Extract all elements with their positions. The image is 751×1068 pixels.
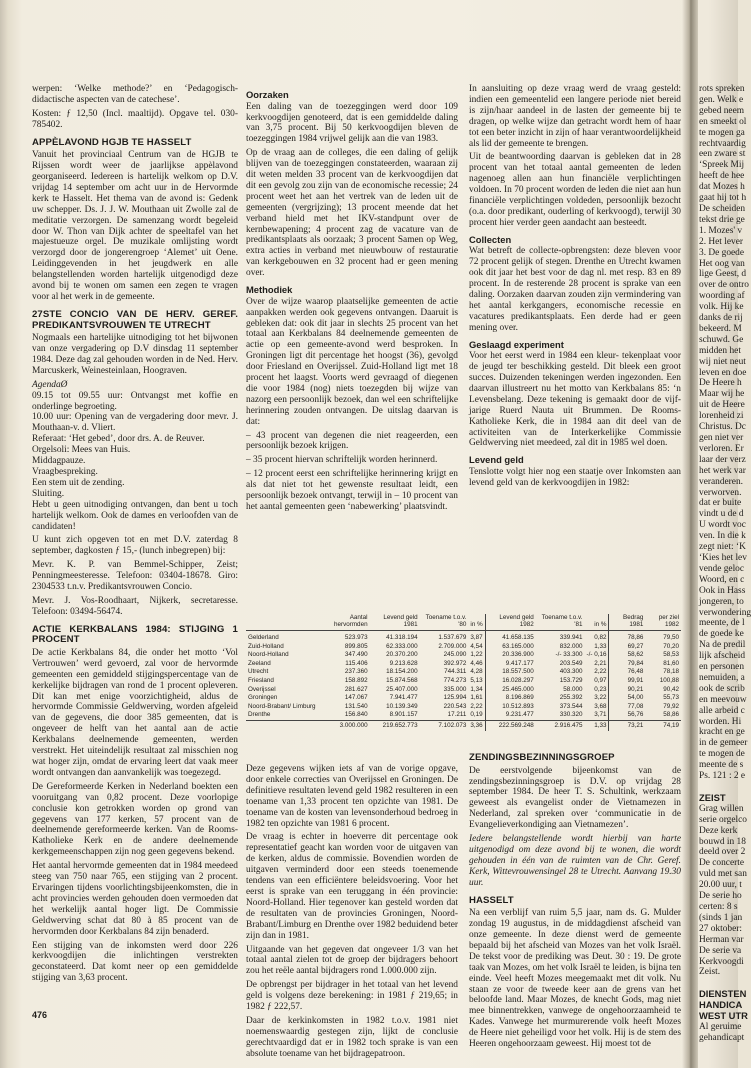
cropped-text-line: 20.00 uur, t	[699, 880, 742, 891]
cropped-text-line: Het oog van	[699, 258, 745, 269]
table-total-row	[246, 720, 681, 730]
cropped-text-line: De scheiden	[699, 203, 746, 214]
cropped-text-line: Zeist.	[699, 967, 721, 978]
cropped-text-line: 2. Het lever	[699, 236, 743, 247]
methodiek-paragraph: Over de wijze waarop plaatselijke gemeenten de actie aanpakken werden ook gegevens ontvangen. Daaruit is gebleken dat: ook dit jaar in slechts 25 procent van het totaal aan Kerkbalans 84 deelnemende gemeenten de actie op een gemeente-avond werd besproken. In Groningen ligt dit percentage het hoogst (36), gevolgd door Friesland en Overijssel. Zuid-Holland ligt met 18 procent het laagst. Voorts werd gevraagd of diegenen die voor 1984 (nog) niets toezegden bij wijze van nazorg een persoonlijk bezoek, dan wel een schriftelijke herinnering zouden ontvangen. De uitslag daarvan is dat:	[246, 296, 458, 427]
table-cell: 339.941	[559, 634, 583, 641]
cropped-text-line: ook de scrib	[699, 683, 745, 694]
cropped-text-line: vuld met san	[699, 869, 747, 880]
column-2-lower	[246, 764, 458, 1059]
cropped-text-line: Herman var	[699, 934, 744, 945]
table-cell: 330.320	[559, 711, 583, 719]
catechese-intro: werpen: ‘Welke methode?’ en ‘Pedagogisch-didactische aspecten van de catechese’.	[32, 84, 238, 105]
agenda-item: Een stem uit de zending.	[32, 477, 125, 488]
table-cell: 25.465.000	[485, 686, 536, 695]
cropped-text-line: bekeerd. M	[699, 323, 742, 334]
cropped-text-line: dat er buite	[699, 498, 742, 509]
experiment-paragraph: Voor het eerst werd in 1984 een kleur- tekenplaat voor de jeugd ter beschikking gesteld. Dit bleek een groot succes. Duizenden tekeningen werden ingezonden. Een daarvan illustreert nu het motto van Kerkbalans 85: ‘n Levensbelang. Deze tekening is gemaakt door de vijf-jarige Ruerd Nauta uit Brummen. De Rooms-Katholieke Kerk, die in 1984 aan dit deel van de activiteiten van de Interkerkelijke Commissie Geldwerving niet meedeed, zal dit in 1985 wel doen.	[469, 351, 681, 449]
table-cell: 4,54	[470, 642, 483, 650]
table-cell: 899.805	[344, 642, 368, 650]
table-cell: 744.311	[444, 668, 467, 676]
actie-paragraph: De actie Kerkbalans 84, die onder het motto ‘Vol Vertrouwen’ werd gevoerd, zal voor de hervormde gemeenten een gemiddeld stijgingspercentage van de kerkelijke bijdragen van rond de 1 procent opleveren. Dit kan met enige voorzichtigheid, aldus de hervormde Commissie Geldwerving, worden afgeleid van de gegevens, die door 385 gemeenten, dat is ongeveer de helft van het aantal aan de actie Kerkbalans deelnemende gemeenten, werden verstrekt. Het uiteindelijk resultaat zal misschien nog wat hoger zijn, omdat de ervaring leert dat vaak meer wordt ontvangen dan aanvankelijk was toegezegd.	[32, 647, 238, 778]
table-cell: 25.407.000	[386, 685, 418, 693]
column2-paragraph: De opbrengst per bijdrager in het totaal van het levend geld is volgens deze berekening: in 1981 ƒ 219,65; in 1982 ƒ 222,57.	[246, 980, 458, 1013]
table-row	[246, 686, 681, 695]
table-row	[246, 703, 681, 712]
cropped-text-line: en personen	[699, 662, 745, 673]
table-cell: 41.318.194	[386, 634, 418, 641]
methodiek-item: – 43 procent van degenen die niet reageerden, een persoonlijk bezoek krijgen.	[246, 430, 458, 452]
cropped-text-line: gen. Welk e	[699, 94, 744, 105]
cropped-text-line: bouwd in 18	[699, 836, 746, 847]
table-cell: 403.300	[559, 668, 583, 676]
cropped-text-line: te mogen ga	[699, 127, 745, 138]
cropped-text-line: De concerte	[699, 858, 745, 869]
cropped-text-line: danks de rij	[699, 313, 743, 324]
table-body	[246, 631, 681, 731]
table-cell: 2,22	[470, 702, 483, 710]
table-cell: Utrecht	[248, 668, 269, 676]
cropped-text-line: en meevouw	[699, 694, 747, 705]
table-cell: 17.211	[447, 711, 467, 719]
table-cell: 245.090	[443, 651, 467, 659]
table-cell: 41.658.135	[485, 631, 536, 643]
cropped-text-line: Ps. 121 : 2 e	[699, 771, 746, 782]
heading-experiment: Geslaagd experiment	[469, 338, 564, 350]
column3-paragraph: Uit de beantwoording daarvan is gebleken dat in 28 procent van het totaal aantal gemeenten de leden nagenoeg allen aan hun financiële verplichtingen voldoen. In 70 procent worden de leden die niet aan hun financiële verplichtingen voldeden, persoonlijk bezocht (o.a. door predikant, ouderling of kerkvoogd), terwijl 30 procent hier verder geen aandacht aan besteedt.	[469, 152, 681, 228]
cropped-text-line: woording af	[699, 291, 745, 302]
cropped-text-line: veranderen.	[699, 476, 743, 487]
table-cell: 158.892	[344, 676, 368, 684]
cropped-text-line: gehandicapt	[699, 1032, 745, 1043]
cropped-text-line: uit de Heere	[699, 400, 745, 411]
cropped-text-line: Na de predil	[699, 640, 746, 651]
table-cell: 0,97	[594, 676, 607, 684]
column2-paragraph: Deze gegevens wijken iets af van de vorige opgave, door enkele correcties van Overijssel en Groningen. De definitieve resultaten levend geld 1982 resulteren in een toename van 1,33 procent ten opzichte van 1981. De toename van de kosten van levensonderhoud bedroeg in 1982 ten opzichte van 1981 6 procent.	[246, 764, 458, 829]
appelavond-body: Vanuit het provinciaal Centrum van de HGJB te Rijssen wordt weer de jaarlijkse appèlavond georganiseerd. Iedereen is hartelijk welkom op D.V. vrijdag 14 september om acht uur in de Hervormde kerk te Hasselt. Het thema van de avond is: Gedenk uw schepper. Ds. J. J. W. Mouthaan uit Zwolle zal de meditatie verzorgen. De samenzang wordt begeleid door W. Thon van Dijk achter de speeltafel van het majestueuze orgel. De muzikale omlijsting wordt verzorgd door de jongerengroep ‘Alemet’ uit Oene. Leidinggevenden in het jeugdwerk en alle belangstellenden worden hartelijk uitgenodigd deze avond bij te wonen om samen een zegen te vragen voor al het werk in de gemeente.	[32, 150, 238, 302]
cropped-text-line: rechtvaardig	[699, 138, 746, 149]
page-number: 476	[32, 1010, 48, 1020]
cropped-text-line: Al geruime	[699, 1021, 742, 1032]
table-cell: 9.231.477	[485, 711, 536, 720]
cropped-text-line: Grag willen	[699, 803, 744, 814]
column-2	[246, 84, 458, 512]
column-3-lower	[469, 746, 681, 1050]
table-cell: 3,22	[594, 694, 607, 702]
table-cell: 335.000	[443, 685, 467, 693]
methodiek-item: – 35 procent hiervan schriftelijk worden herinnerd.	[246, 455, 438, 466]
table-cell: 3.000.000	[318, 720, 370, 730]
cropped-text-line: wij niet neut	[699, 356, 746, 367]
table-cell: 237.360	[344, 668, 368, 676]
table-cell: 1,33	[585, 720, 609, 730]
actie-paragraph: Een stijging van de inkomsten werd door 226 kerkvoogdijen die inlichtingen verstrekten geconstateerd. Dat komt neer op een gemiddelde stijging van 3,63 procent.	[32, 940, 238, 984]
cropped-text-line: (sinds 1 jan	[699, 912, 743, 923]
concio-contact: Mevr. J. Vos-Roodhaart, Nijkerk, secretaresse. Telefoon: 03494-56474.	[32, 595, 238, 617]
heading-levend-geld: Levend geld	[469, 454, 524, 466]
agenda-item: Vraagbespreking.	[32, 466, 98, 477]
table-cell: 69,27	[609, 643, 645, 652]
table-cell: 16.028.297	[485, 677, 536, 686]
table-cell: 20.336.900	[485, 651, 536, 660]
heading-oorzaken: Oorzaken	[246, 89, 289, 100]
table-cell: 90,21	[609, 686, 645, 695]
oorzaken-paragraph: Een daling van de toezeggingen werd door 109 kerkvoogdijen genoteerd, dat is een gemiddelde daling van 3,75 procent. Bij 50 kerkvoogdijen bleven de toezeggingen 1984 vrijwel gelijk aan die van 1983.	[246, 101, 458, 145]
cropped-text-line: verwondering	[699, 607, 751, 618]
agenda-item: Orgelsoli: Mees van Huis.	[32, 445, 131, 456]
table-cell: 56,76	[609, 711, 645, 720]
table-cell: 1,34	[470, 685, 483, 693]
table-header: in %	[585, 614, 609, 631]
levend-geld-table	[246, 614, 681, 758]
heading-appelavond: APPÈLAVOND HGJB TE HASSELT	[32, 136, 192, 148]
table-cell: Groningen	[248, 694, 278, 702]
table-cell: Drenthe	[248, 711, 271, 719]
cropped-text-line: WEST UTR	[699, 1010, 748, 1022]
table-cell: 2.709.000	[438, 642, 467, 650]
cropped-text-line: Deze kerk	[699, 825, 738, 836]
zending-invite: Iedere belangstellende wordt hierbij van harte uitgenodigd om deze avond bij te wonen, die wordt gehouden in één van de ruimten van de Chr. Geref. Kerk, Wittevrouwensingel 28 te Utrecht. Aanvang 19.30 uur.	[469, 834, 681, 888]
table-cell: 1.537.679	[438, 634, 467, 641]
cropped-text-line: heeft de hee	[699, 171, 745, 182]
table-row	[246, 660, 681, 669]
table-cell: 2.916.475	[536, 720, 585, 730]
table-header-row	[246, 614, 681, 631]
table-cell: 2,22	[594, 668, 607, 676]
table-cell: 99,91	[609, 677, 645, 686]
cropped-text-line: verloren. Er	[699, 443, 744, 454]
cropped-text-line: kracht en ge	[699, 727, 745, 738]
hasselt-paragraph: Na een verblijf van ruim 5,5 jaar, nam ds. G. Mulder zondag 19 augustus, in de middagdienst afscheid van onze gemeente. In deze dienst werd de gemeente bepaald bij het afscheid van Mozes van het volk Israël. De tekst voor de prediking was Deut. 30 : 19. De grote taak van Mozes, om het volk Israël te leiden, is bijna ten einde. Veel heeft Mozes meegemaakt met dit volk. Nu staan ze voor de tweede keer aan de grens van het beloofde land. Maar Mozes, de knecht Gods, mag niet mee binnentrekken, vanwege de ongehoorzaamheid te Kades. Vanwege het murmurerende volk heeft Mozes de Heere niet geheiligd voor het volk. Hij is de stem des Heeren ongehoorzaam geweest. Hij moest tot de	[469, 908, 681, 1050]
table-cell: 1,33	[594, 642, 607, 650]
table-header	[246, 614, 318, 631]
cropped-text-line: rots spreken	[699, 84, 745, 94]
cropped-text-line: De Heere h	[699, 378, 742, 389]
cropped-text-line: gebed neem	[699, 105, 745, 116]
table-cell: Overijssel	[248, 685, 276, 693]
table-cell: Zeeland	[248, 659, 271, 667]
cropped-text-line: meente de s	[699, 760, 744, 771]
table-cell: 203.549	[559, 659, 583, 667]
table-cell: 3,36	[468, 720, 485, 730]
table-cell: 832.000	[559, 642, 583, 650]
table-cell: 4,28	[470, 668, 483, 676]
table-cell: 70,20	[663, 642, 679, 650]
table-cell: 9.213.628	[389, 659, 418, 667]
cropped-text-line: HANDICA	[699, 999, 743, 1011]
page-gutter	[682, 0, 698, 1068]
cropped-text-line: lige Geest, d	[699, 269, 747, 280]
column-1	[32, 84, 238, 999]
column2-paragraph: De vraag is echter in hoeverre dit percentage ook representatief geacht kan worden voor de uitgaven van de kerken, aldus de commissie. Bovendien worden de uitgaven verminderd door een steeds toenemende tendens van een efficiëntere beleidsvoering. Voor het eerst is sprake van een teruggang in één provincie: Noord-Holland. Hier tegenover kan gesteld worden dat de resultaten van de provincies Groningen, Noord- Brabant/Limburg en Drenthe over 1982 beduidend beter zijn dan in 1981.	[246, 832, 458, 941]
table-cell: 79,84	[609, 660, 645, 669]
table-header: in %	[468, 614, 485, 631]
actie-paragraph: Het aantal hervormde gemeenten dat in 1984 meedeed steeg van 750 naar 765, een stijging van 2 procent. Ervaringen tijdens voorlichtingsbijeenkomsten, die in acht provincies werden gehouden doen vermoeden dat het werkelijk aantal hoger ligt. De Commissie Geldwerving schat dat 80 à 85 procent van de hervormden door Kerkbalans 84 zijn benaderd.	[32, 861, 238, 937]
catechese-cost: Kosten: ƒ 12,50 (Incl. maaltijd). Opgave tel. 030- 785402.	[32, 108, 238, 130]
cropped-text-line: DIENSTEN	[699, 988, 747, 1000]
agenda-item: 09.15 tot 09.55 uur: Ontvangst met koffie en onderlinge begroeting.	[32, 390, 238, 412]
table-cell: 115.406	[345, 659, 368, 667]
table-cell: 153.729	[559, 676, 583, 684]
table-cell: 523.973	[344, 634, 368, 641]
table-cell: 2,21	[594, 659, 607, 667]
cropped-text-line: serie orgelco	[699, 814, 747, 825]
table-cell: 78,86	[609, 631, 645, 643]
table-cell: 1,22	[470, 651, 483, 659]
table-cell: Noord-Holland	[248, 651, 289, 659]
cropped-text-line: leven en doe	[699, 367, 747, 378]
table-cell: 8.196.869	[485, 694, 536, 703]
cropped-text-line: verworven.	[699, 487, 742, 498]
table-cell: 81,60	[663, 659, 679, 667]
cropped-text-line: de goede ke	[699, 629, 744, 640]
cropped-text-line: alle arbeid c	[699, 705, 745, 716]
table-cell: 774.273	[443, 676, 467, 684]
cropped-text-line: zegt niet: ‘K	[699, 542, 746, 553]
table-cell: 74,19	[645, 720, 681, 730]
table-cell: 219.652.773	[370, 720, 420, 730]
cropped-text-line: Ook in Hass	[699, 585, 746, 596]
cropped-text-line: te mogen de	[699, 749, 745, 760]
table-cell: 79,92	[663, 702, 679, 710]
table-cell: 18.154.200	[386, 668, 418, 676]
table-cell: 76,48	[609, 668, 645, 677]
table-cell: 58,53	[663, 651, 679, 659]
table-header: Aantal hervormden	[318, 614, 370, 631]
table-cell: 0,19	[470, 711, 483, 719]
table-row	[246, 694, 681, 703]
oorzaken-paragraph: Op de vraag aan de colleges, die een daling of gelijk blijven van de toezeggingen constateerden, waaraan zij dit weten melden 33 procent van de kerkvoogdijen dat dit een gevolg zou zijn van de economische recessie; 24 procent weet het aan het vertrek van de leden uit de gemeenten (vergrijzing); 13 procent meende dat het verband hield met het IKV-standpunt over de kernbewapening; 4 procent zag de vacature van de predikantsplaats als oorzaak; 3 procent Samen op Weg, extra acties in verband met nieuwbouw of restauratie van kerkgebouwen en 32 procent had er geen mening over.	[246, 148, 458, 279]
table-row	[246, 651, 681, 660]
cropped-text-line: Maar wij he	[699, 389, 745, 400]
table-header: Bedrag 1981	[609, 614, 645, 631]
heading-actie-kerkbalans: ACTIE KERKBALANS 1984: STIJGING 1 PROCENT	[32, 623, 238, 646]
table-cell: -/- 0,16	[586, 651, 607, 659]
agenda-title: AgendaØ	[32, 379, 68, 390]
table-header: Toename t.o.v. '80	[420, 614, 469, 631]
table-row	[246, 643, 681, 652]
table-cell: 7.941.477	[389, 694, 418, 702]
table-cell: Noord-Brabant/ Limburg	[248, 702, 316, 710]
cropped-text-line: 1. Mozes' v	[699, 225, 743, 236]
table-cell: 125.994	[443, 694, 467, 702]
table-cell: Zuid-Holland	[248, 642, 284, 650]
table-row	[246, 711, 681, 720]
table-cell: 18.557.500	[485, 668, 536, 677]
table-cell: 90,42	[663, 685, 679, 693]
table-cell: 347.490	[344, 651, 368, 659]
table-cell: 4,46	[470, 659, 483, 667]
cropped-text-line: dat Mozes h	[699, 182, 745, 193]
cropped-text-line: lijk afscheid	[699, 651, 746, 662]
cropped-text-line: meente, de l	[699, 618, 745, 629]
table-cell: 9.417.177	[485, 660, 536, 669]
cropped-text-line: tekst drie ge	[699, 214, 745, 225]
concio-registration: U kunt zich opgeven tot en met D.V. zaterdag 8 september, dagkosten ƒ 15,- (lunch inbegrepen) bij:	[32, 535, 238, 557]
table-cell: 1,61	[470, 694, 483, 702]
concio-contact: Mevr. K. P. van Bemmel-Schipper, Zeist; Penningmeesteresse. Telefoon: 03404-18678. Giro: 2304533 t.n.v. Predikantsvrouwen Concio.	[32, 560, 238, 593]
concio-body: Nogmaals een hartelijke uitnodiging tot het bijwonen van onze vergadering op D.V dinsdag 11 september 1984. Deze dag zal gehouden worden in de Ned. Herv. Marcuskerk, Weinesteinlaan, Hoograven.	[32, 333, 238, 376]
cropped-text-line: certen: 8 s	[699, 901, 738, 912]
table-cell: Gelderland	[248, 634, 279, 641]
table-cell	[246, 720, 318, 730]
methodiek-item: – 12 procent eerst een schriftelijke herinnering krijgt en als dat niet tot het gewenste resultaat leidt, een persoonlijk bezoek ontvangt, terwijl in – 10 procent van het aantal gemeenten geen ‘nabewerking’ plaatsvindt.	[246, 469, 458, 512]
cropped-text-line: over de ontro	[699, 280, 749, 291]
zending-paragraph: De eerstvolgende bijeenkomst van de zendingsbezinningsgroep is D.V. op vrijdag 28 september 1984. De heer T. S. Schultink, werkzaam geweest als evangelist onder de Vietnamezen in Nederland, zal spreken over ‘communicatie in de Evangelieverkondiging aan Vietnamezen’.	[469, 765, 681, 831]
table-cell: 131.540	[344, 702, 368, 710]
table-cell: 78,18	[663, 668, 679, 676]
cropped-text-line: jongeren, to	[699, 596, 744, 607]
cropped-text-line: 27 oktober:	[699, 923, 742, 934]
table-cell: 58.000	[563, 685, 583, 693]
table-row	[246, 677, 681, 686]
agenda-item: Referaat: ‘Het gebed’, door drs. A. de Reuver.	[32, 434, 205, 445]
table-cell: 20.370.200	[386, 651, 418, 659]
table-cell: 147.067	[344, 694, 368, 702]
cropped-text-line: ‘Spreek Mij	[699, 160, 745, 171]
cropped-text-line: deeld over 2	[699, 847, 746, 858]
cropped-text-line: gaat hij tot h	[699, 193, 747, 204]
column-3	[469, 84, 681, 567]
heading-collecten: Collecten	[469, 233, 512, 245]
table-cell: 0,23	[594, 685, 607, 693]
heading-concio: 27STE CONCIO VAN DE HERV. GEREF. PREDIKANTSVROUWEN TE UTRECHT	[32, 308, 238, 331]
cropped-text-line: schuwd. Ge	[699, 334, 744, 345]
cropped-text-line: U wordt voc	[699, 520, 746, 531]
table-row	[246, 631, 681, 643]
cropped-text-line: volk. Hij ke	[699, 302, 744, 313]
cropped-text-line: het werk var	[699, 465, 746, 476]
cropped-text-line: Christus. Dc	[699, 422, 746, 433]
table-cell: 222.569.248	[485, 720, 536, 730]
table-cell: 0,82	[594, 634, 607, 641]
table-cell: 63.165.000	[485, 643, 536, 652]
table-cell: 10.512.893	[485, 703, 536, 712]
cropped-text-line: De serie va	[699, 945, 742, 956]
table-cell: 10.139.349	[386, 702, 418, 710]
cropped-text-line: midden het	[699, 345, 741, 356]
column-4-cropped	[699, 84, 751, 1043]
collecten-paragraph: Wat betreft de collecte-opbrengsten: deze bleven voor 72 procent gelijk of stegen. Drenthe en Utrecht kwamen ook dit jaar het best voor de dag nl. met resp. 83 en 89 procent. In de resterende 28 procent is sprake van een daling. Oorzaken daarvan zouden zijn vermindering van het aantal kerkgangers, economische recessie en vacatures predikantsplaats. Een derde had er geen mening over.	[469, 246, 681, 333]
cropped-text-line: vindt u de d	[699, 509, 744, 520]
table-cell: Friesland	[248, 676, 274, 684]
heading-methodiek: Methodiek	[246, 284, 293, 296]
cropped-text-line: Kerkvoogdi	[699, 956, 744, 967]
column3-paragraph: In aansluiting op deze vraag werd de vraag gesteld: indien een gemeentelid een langere periode niet bereid is zijn/haar aandeel in de lasten der gemeente bij te dragen, op welke wijze dan getracht wordt hem of haar tot een beter inzicht in zijn of haar verantwoordelijkheid als lid der gemeente te brengen.	[469, 84, 681, 149]
table-cell: 373.544	[559, 702, 583, 710]
cropped-text-line: Woord, en c	[699, 574, 745, 585]
cropped-text-line: een zware st	[699, 149, 746, 160]
table-cell: 100,88	[659, 676, 679, 684]
table-cell: 5,13	[470, 676, 483, 684]
cropped-text-line: in de gemeer	[699, 738, 748, 749]
table-cell: 62.333.000	[386, 642, 418, 650]
table-cell: 15.874.568	[386, 676, 418, 684]
heading-hasselt: HASSELT	[469, 894, 514, 906]
table-cell: 73,21	[609, 720, 645, 730]
table-cell: 7.102.073	[420, 720, 469, 730]
table-header: Levend geld 1981	[370, 614, 420, 631]
table-cell: 220.543	[443, 702, 467, 710]
table-cell: 77,08	[609, 703, 645, 712]
actie-paragraph: De Gereformeerde Kerken in Nederland boekten een vooruitgang van 0,82 procent. Deze voorlopige conclusie kon getrokken worden op grond van gegevens van 177 kerken, 57 procent van de deelnemende gereformeerde kerken. Van de Rooms- Katholieke Kerk en de andere deelnemende kerkgemeenschappen zijn nog geen gegevens bekend.	[32, 781, 238, 858]
table-cell: 58,62	[609, 651, 645, 660]
column2-paragraph: Daar de kerkinkomsten in 1982 t.o.v. 1981 niet noemenswaardig gestegen zijn, lijkt de conclusie gerechtvaardigd dat er in 1982 toch sprake is van een absolute toename van het bijdragepatroon.	[246, 1015, 458, 1059]
cropped-text-line: vende geloc	[699, 563, 745, 574]
table-cell: 58,86	[663, 711, 679, 719]
cropped-text-line: laar der verz	[699, 454, 746, 465]
heading-zendingsbezinningsgroep: ZENDINGSBEZINNINGSGROEP	[469, 752, 615, 763]
cropped-text-line: en smeekt ol	[699, 116, 747, 127]
table-cell: -/- 33.300	[555, 651, 583, 659]
column2-paragraph: Uitgaande van het gegeven dat ongeveer 1/3 van het totaal aantal zielen tot de groep der bijdragers behoort zou het reële aantal bijdragers rond 1.000.000 zijn.	[246, 944, 458, 977]
cropped-text-line: ‘Kies het lev	[699, 552, 747, 563]
levend-geld-paragraph: Tenslotte volgt hier nog een staatje over Inkomsten aan levend geld van de kerkvoogdijen in 1982:	[469, 466, 681, 488]
agenda-item: Sluiting.	[32, 488, 65, 499]
table-cell: 3,87	[470, 634, 483, 641]
cropped-text-line: 3. De goede	[699, 247, 745, 258]
table-cell: 8.901.157	[389, 711, 418, 719]
table-cell: 281.627	[344, 685, 368, 693]
table-cell: 3,68	[594, 702, 607, 710]
cropped-text-line: nemuiden, a	[699, 672, 745, 683]
table-header: Toename t.o.v. '81	[536, 614, 585, 631]
concio-invite: Hebt u geen uitnodiging ontvangen, dan bent u toch hartelijk welkom. Ook de dames en verloofden van de candidaten!	[32, 499, 238, 532]
agenda-item: 10.00 uur: Opening van de vergadering door mevr. J. Mouthaan-v. d. Vliert.	[32, 412, 238, 434]
table-cell: 54,00	[609, 694, 645, 703]
table-cell: 392.972	[443, 659, 467, 667]
table-cell: 3,71	[594, 711, 607, 719]
table-header: per ziel 1982	[645, 614, 681, 631]
table-header: Levend geld 1982	[485, 614, 536, 631]
table-row	[246, 668, 681, 677]
agenda-item: Middagpauze.	[32, 456, 86, 467]
table-cell: 55,73	[663, 694, 679, 702]
cropped-text-line: lorenheid zi	[699, 411, 744, 422]
cropped-text-line: worden. Hi	[699, 716, 742, 727]
table-cell: 79,50	[663, 634, 679, 641]
cropped-text-line: ven. In die k	[699, 531, 746, 542]
cropped-text-line: ZEIST	[699, 791, 726, 803]
cropped-text-line: De serie ho	[699, 891, 742, 902]
table-cell: 255.392	[559, 694, 583, 702]
cropped-text-line: gen niet ver	[699, 433, 744, 443]
table-cell: 156.840	[344, 711, 368, 719]
